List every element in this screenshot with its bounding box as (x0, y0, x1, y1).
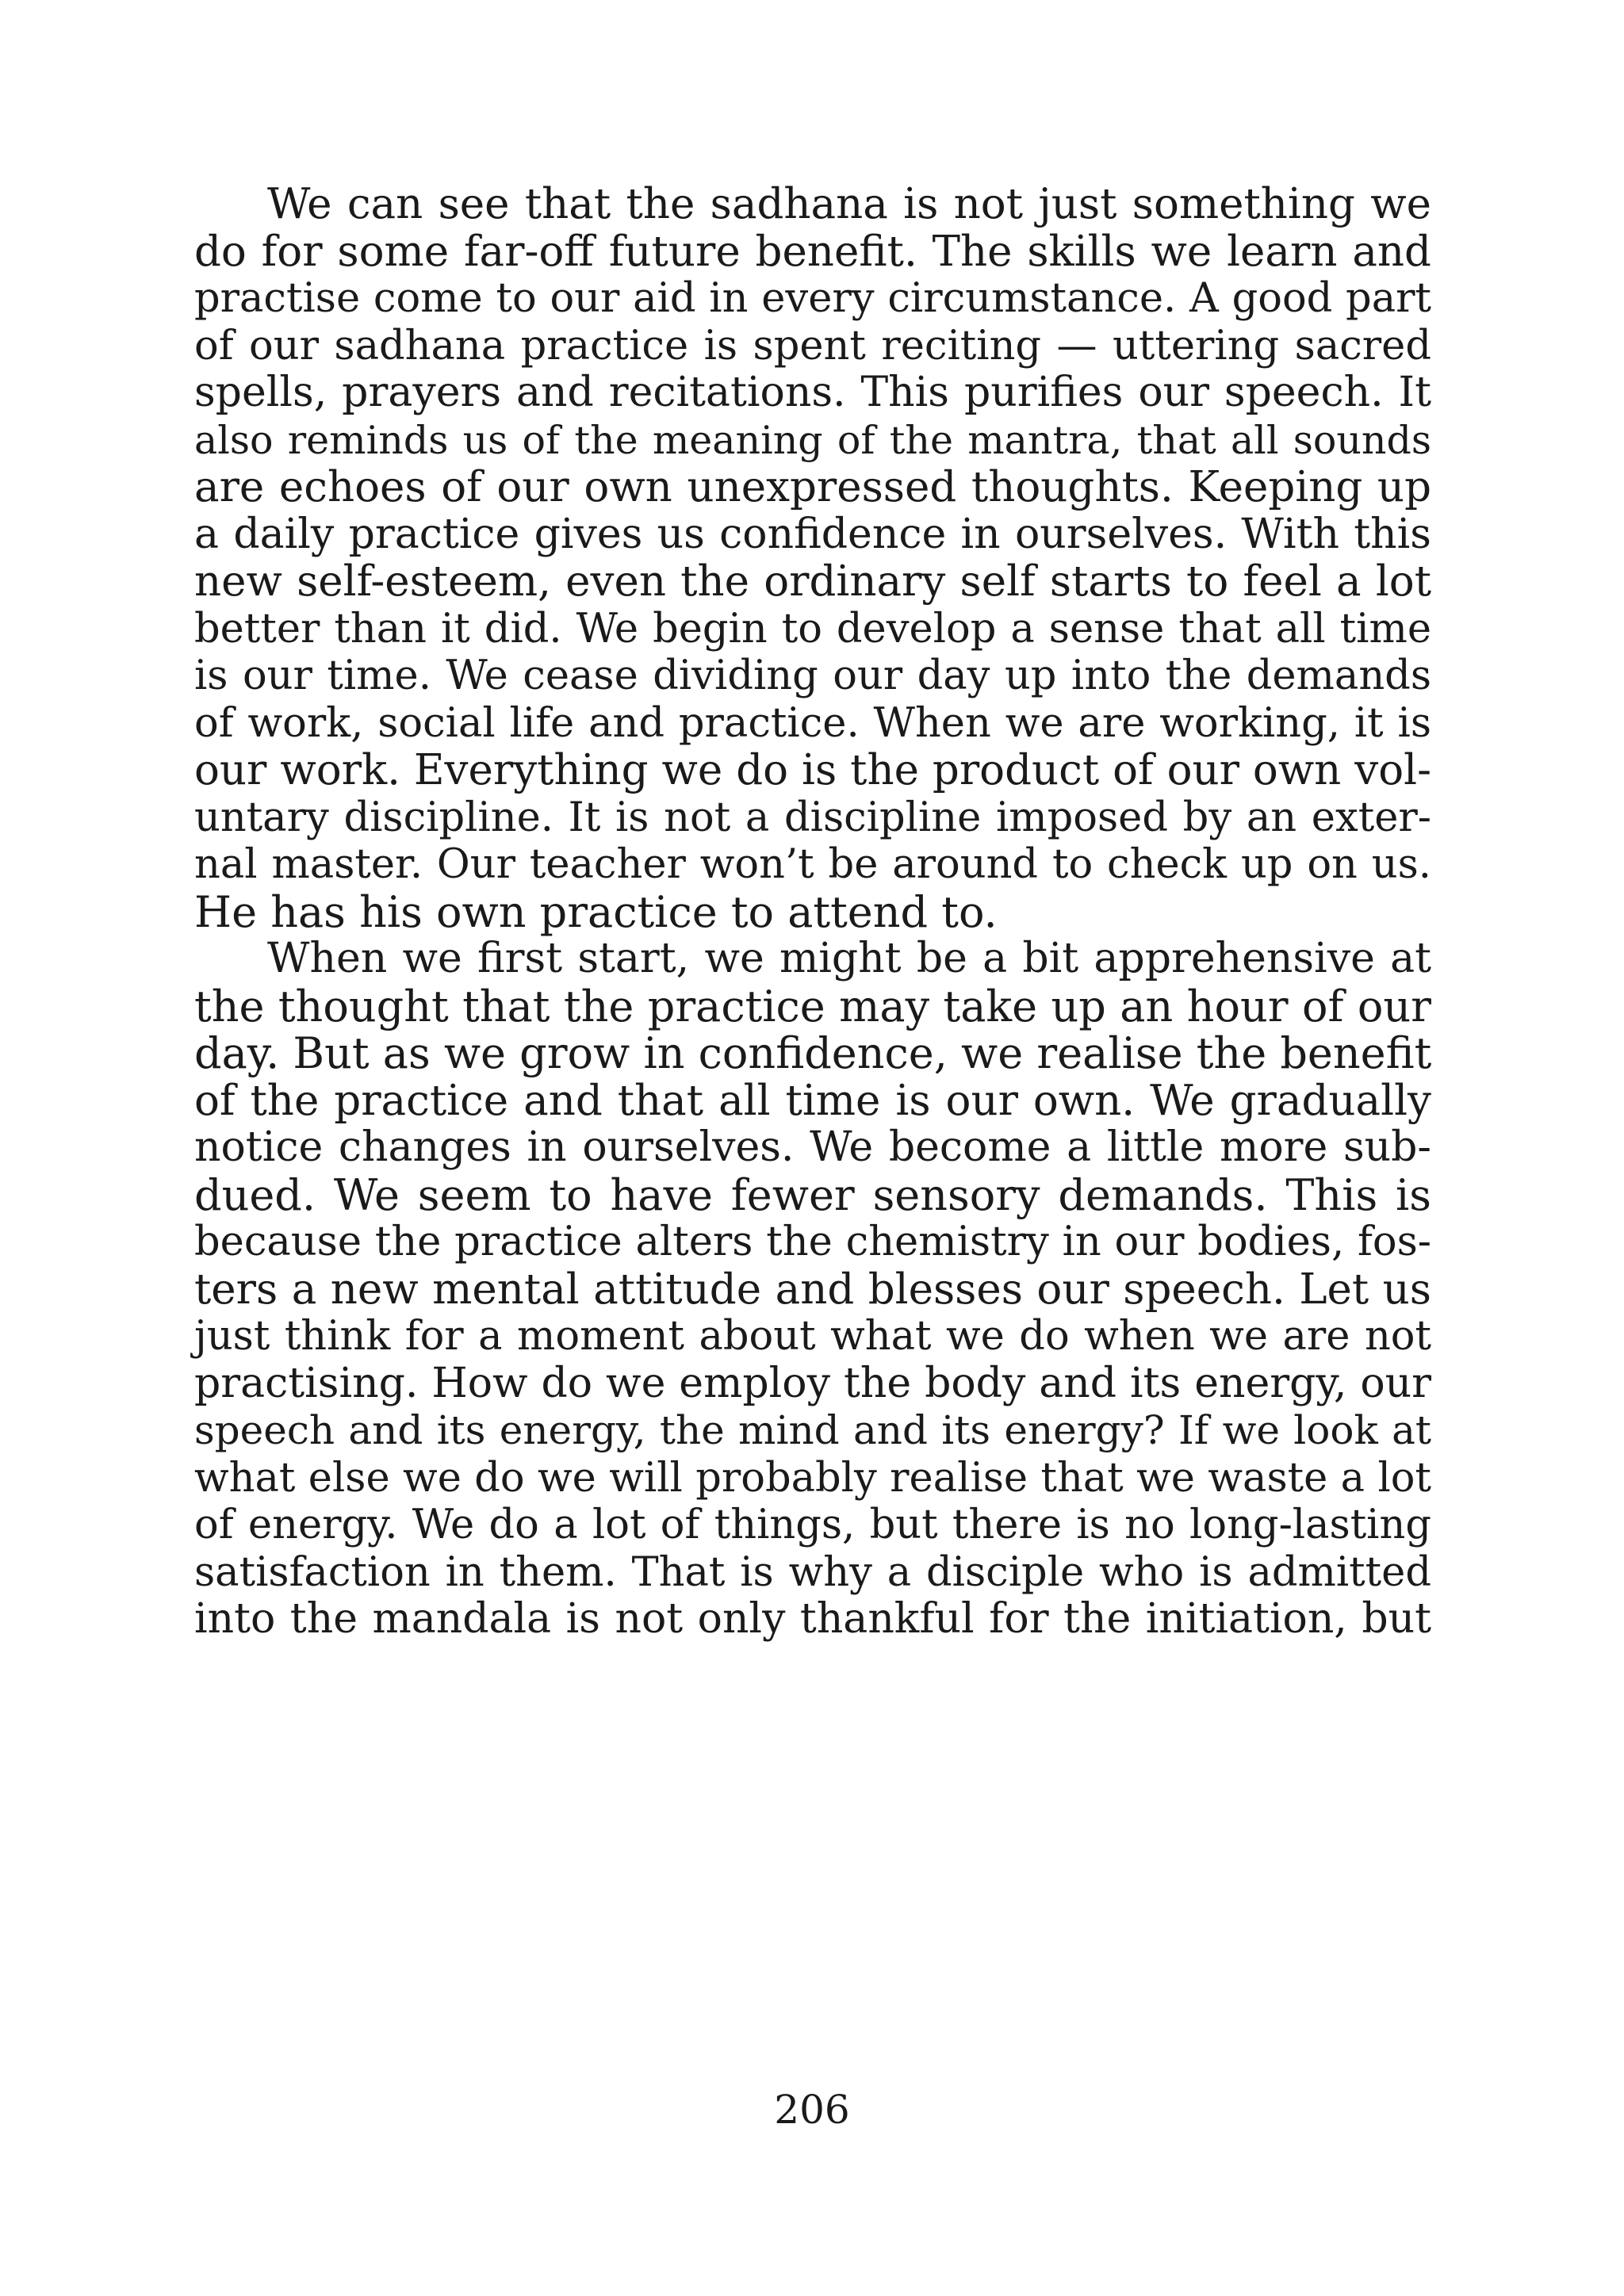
text-line: When we first start, we might be a bit apprehensive at (267, 935, 1431, 982)
text-line: do for some far-off future benefit. The skills we learn and (194, 227, 1431, 276)
text-line: just think for a moment about what we do when we are not (194, 1313, 1431, 1360)
text-line: also reminds us of the meaning of the mantra, that all sounds (194, 417, 1431, 463)
text-line: of energy. We do a lot of things, but there is no long-lasting (194, 1502, 1431, 1548)
text-line: dued. We seem to have fewer sensory demands. This is (194, 1169, 1431, 1220)
text-line: We can see that the sadhana is not just something we (267, 180, 1431, 228)
text-line: new self-esteem, even the ordinary self starts to feel a lot (194, 557, 1431, 606)
text-line: day. But as we grow in confidence, we realise the benefit (194, 1028, 1432, 1078)
page-number: 206 (774, 2087, 850, 2133)
text-line: of the practice and that all time is our own. We gradually (194, 1076, 1431, 1125)
text-line: He has his own practice to attend to. (194, 886, 998, 937)
body-text (194, 181, 1431, 1644)
text-line: of our sadhana practice is spent reciting — uttering sacred (194, 322, 1431, 369)
text-line: practising. How do we employ the body and its energy, our (194, 1359, 1431, 1407)
text-line: better than it did. We begin to develop a sense that all time (194, 605, 1431, 652)
text-line: nal master. Our teacher won’t be around to check up on us. (194, 841, 1431, 888)
text-line: untary discipline. It is not a discipline imposed by an exter- (194, 794, 1431, 841)
text-line: the thought that the practice may take up an hour of our (194, 981, 1431, 1031)
text-line: because the practice alters the chemistry in our bodies, fos- (194, 1219, 1431, 1265)
text-line: practise come to our aid in every circumstance. A good part (194, 275, 1431, 322)
text-line: our work. Everything we do is the product of our own vol- (194, 746, 1431, 794)
text-line: spells, prayers and recitations. This purifies our speech. It (194, 369, 1431, 416)
text-line: of work, social life and practice. When we are working, it is (194, 699, 1431, 747)
text-line: satisfaction in them. That is why a disciple who is admitted (194, 1548, 1431, 1596)
text-line: are echoes of our own unexpressed thoughts. Keeping up (194, 463, 1431, 511)
text-line: is our time. We cease dividing our day up into the demands (194, 652, 1431, 699)
text-line: ters a new mental attitude and blesses our speech. Let us (194, 1265, 1431, 1314)
text-line: speech and its energy, the mind and its energy? If we look at (194, 1407, 1431, 1453)
text-line: what else we do we will probably realise that we waste a lot (194, 1454, 1431, 1502)
text-line: a daily practice gives us confidence in ourselves. With this (194, 510, 1431, 558)
text-line: notice changes in ourselves. We become a little more sub- (194, 1123, 1431, 1171)
text-line: into the mandala is not only thankful for the initiation, but (194, 1595, 1431, 1643)
